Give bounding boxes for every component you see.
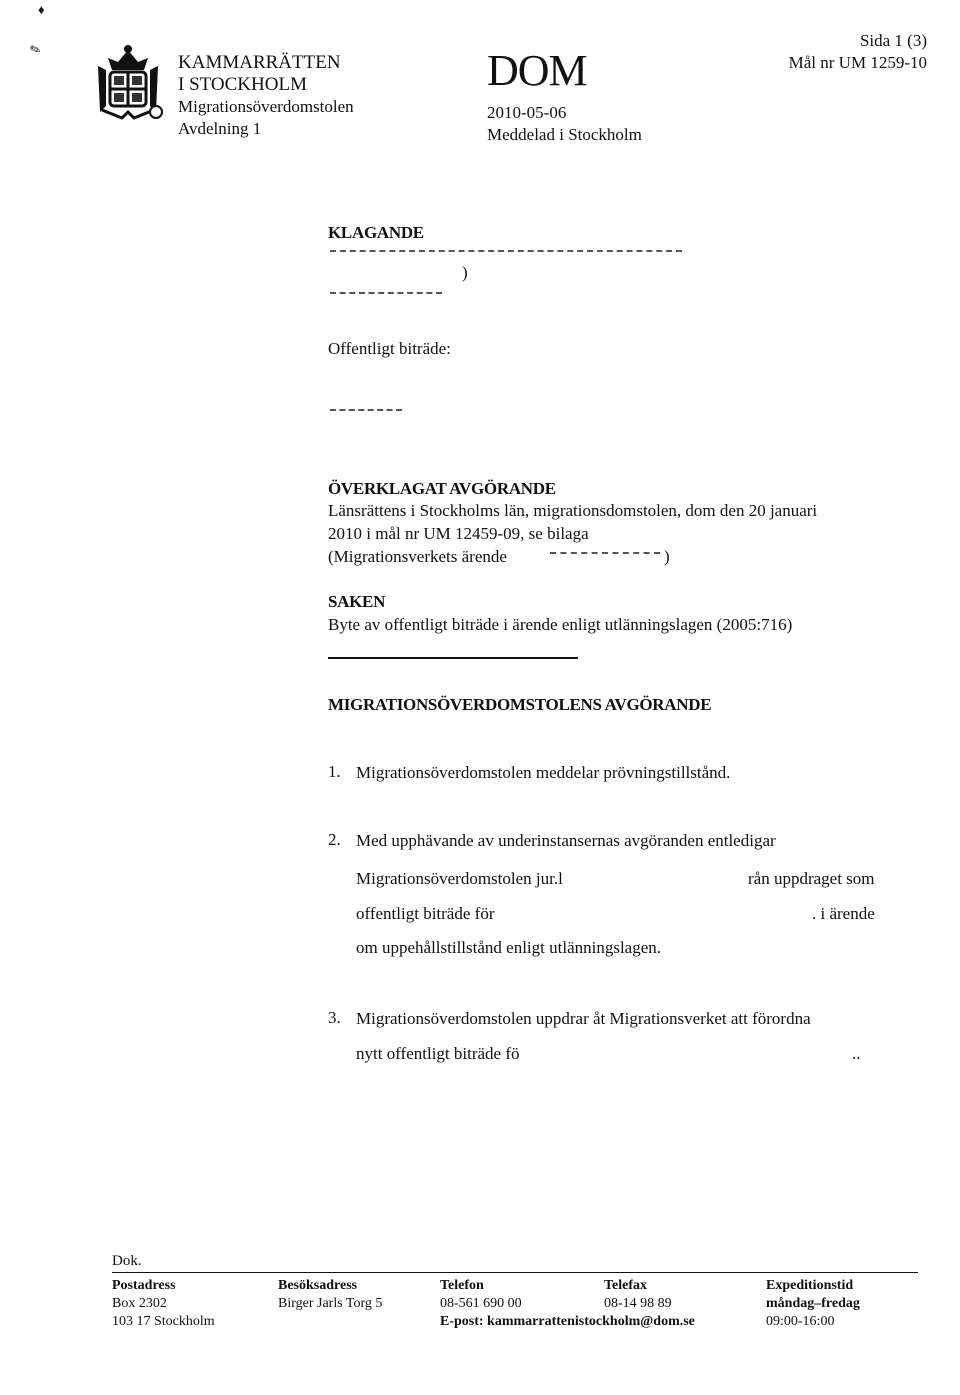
- hours-label: Expeditionstid: [766, 1278, 854, 1293]
- redacted-line: [330, 409, 402, 411]
- matter-text: Byte av offentligt biträde i ärende enligt utlänningslagen (2005:716): [328, 615, 793, 634]
- visit-line1: Birger Jarls Torg 5: [278, 1296, 383, 1311]
- fax-value: 08-14 98 89: [604, 1296, 672, 1311]
- court-emblem-icon: [92, 40, 164, 120]
- decision-item-number: 1.: [328, 762, 341, 781]
- appealed-line-end: ): [664, 547, 670, 566]
- court-header: [178, 52, 354, 140]
- redacted-line: [330, 292, 442, 294]
- page-info: [789, 30, 927, 74]
- court-name-line2: I STOCKHOLM: [178, 74, 307, 95]
- court-name-line1: KAMMARRÄTTEN: [178, 52, 341, 73]
- decision-heading: MIGRATIONSÖVERDOMSTOLENS AVGÖRANDE: [328, 695, 712, 714]
- decision-item-text: Migrationsöverdomstolen meddelar prövningstillstånd.: [356, 763, 731, 782]
- redacted-bracket: ): [462, 263, 468, 282]
- scan-mark-slash: ✎: [27, 40, 43, 59]
- redacted-line: [330, 250, 682, 252]
- scan-mark-dot: ♦: [38, 2, 45, 17]
- decision-item-number: 2.: [328, 830, 341, 849]
- decision-item-text: Migrationsöverdomstolen jur.l: [356, 869, 563, 888]
- appealed-line: Länsrättens i Stockholms län, migrationsdomstolen, dom den 20 januari: [328, 501, 818, 520]
- decision-item-number: 3.: [328, 1008, 341, 1027]
- decision-item-text: Migrationsöverdomstolen uppdrar åt Migrationsverket att förordna: [356, 1009, 811, 1028]
- court-body: Migrationsöverdomstolen: [178, 97, 354, 116]
- decision-item-text: rån uppdraget som: [748, 869, 875, 888]
- court-division: Avdelning 1: [178, 119, 262, 138]
- email-link[interactable]: E-post: kammarrattenistockholm@dom.se: [440, 1314, 695, 1329]
- decision-item-text: nytt offentligt biträde fö: [356, 1044, 520, 1063]
- section-divider: [328, 657, 578, 659]
- footer-divider: [112, 1272, 918, 1273]
- page-number: Sida 1 (3): [859, 31, 927, 50]
- decision-item-text: . i ärende: [812, 904, 875, 923]
- case-number: Mål nr UM 1259-10: [788, 53, 927, 72]
- document-type: DOM: [487, 46, 587, 95]
- footer-dok: Dok.: [112, 1253, 142, 1269]
- phone-label: Telefon: [440, 1278, 484, 1293]
- redacted-line: [550, 552, 660, 554]
- decision-item-text: Med upphävande av underinstansernas avgöranden entledigar: [356, 831, 776, 850]
- document-meta: [487, 102, 642, 146]
- footer-hours: [766, 1277, 860, 1331]
- postal-line2: 103 17 Stockholm: [112, 1314, 215, 1329]
- fax-label: Telefax: [604, 1278, 648, 1293]
- matter-heading: SAKEN: [328, 592, 386, 611]
- decision-item-text: ..: [852, 1044, 861, 1063]
- hours-days: måndag–fredag: [766, 1296, 860, 1311]
- appealed-line: (Migrationsverkets ärende: [328, 547, 507, 566]
- decision-item-text: offentligt biträde för: [356, 904, 495, 923]
- appealed-heading: ÖVERKLAGAT AVGÖRANDE: [328, 479, 556, 498]
- appealed-line: 2010 i mål nr UM 12459-09, se bilaga: [328, 524, 589, 543]
- decision-item-text: om uppehållstillstånd enligt utlänningslagen.: [356, 938, 662, 957]
- document-issued: Meddelad i Stockholm: [487, 125, 642, 144]
- postal-label: Postadress: [112, 1278, 176, 1293]
- document-date: 2010-05-06: [487, 103, 567, 122]
- phone-value: 08-561 690 00: [440, 1296, 522, 1311]
- footer-visit: [278, 1277, 382, 1313]
- klagande-heading: KLAGANDE: [328, 223, 424, 242]
- public-counsel-label: Offentligt biträde:: [328, 339, 451, 358]
- footer-fax: [604, 1277, 672, 1313]
- hours-time: 09:00-16:00: [766, 1314, 835, 1329]
- postal-line1: Box 2302: [112, 1296, 167, 1311]
- visit-label: Besöksadress: [278, 1278, 358, 1293]
- footer-postal: [112, 1277, 215, 1331]
